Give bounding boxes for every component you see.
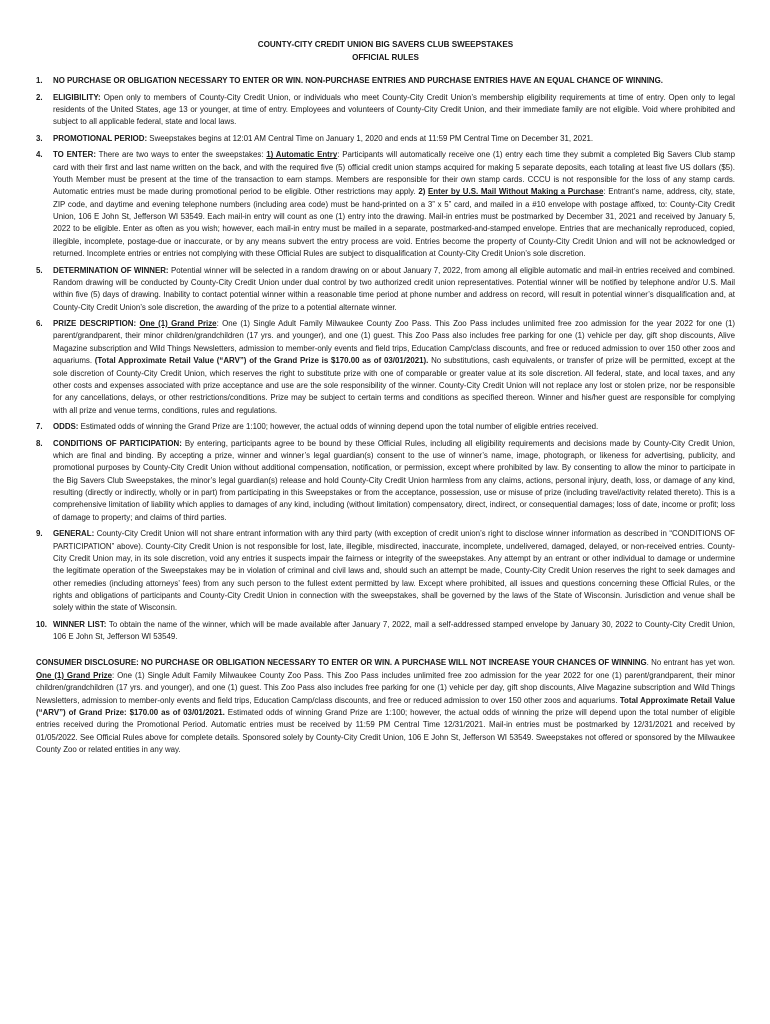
rule-text: Open only to members of County-City Credit Union, or individuals who meet County-City Credit Union’s membership eligibility requirements at time of entry. Open only to legal residents of the United States, age 13 or younger, at time of entry. Employees and volunteers of County-City Credit Union, and their immediate family are not eligible. Void where prohibited and subject to all applicable federal, state and local laws. [53, 92, 735, 127]
rule-heading: WINNER LIST: [53, 619, 107, 629]
rule-heading: ELIGIBILITY: [53, 92, 101, 102]
entry-method-prefix: 2) [418, 187, 429, 197]
rule-item [36, 318, 735, 417]
disclosure-text: . No entrant has yet won. [646, 658, 735, 668]
rule-text: No substitutions, cash equivalents, or transfer of prize will be permitted, except at the sole discretion of County-City Credit Union, which reserves the right to substitute prize with one of comparable or greater value at its sole discretion. All federal, state, and local taxes, and any other costs and expenses associated with prize acceptance and use are the sole responsibility of the winner. County-City Credit Union will not replace any lost or stolen prize, nor be responsible for any cancellations, delays, or other restrictions/conditions. Prize may be subject to certain terms and conditions as specified thereon. Winner and his/her guest are responsible for complying with all prize and venue terms, conditions, rules and regulations. [53, 356, 735, 415]
rule-number: 7. [36, 422, 43, 432]
rule-heading: CONDITIONS OF PARTICIPATION: [53, 438, 182, 448]
rule-text: : Entrant’s name, address, city, state, ZIP code, and daytime and evening telephone numbers (including area code) must be hand-printed on a 3” x 5” card, and mailed in a #10 envelope with postage affixed, to: County-City Credit Union, 106 E John St, Jefferson WI 53549. Each mail-in entry will count as one (1) entry into the drawing. Mail-in entries must be postmarked by December 31, 2021 and received by January 5, 2022 to be eligible. Enter as often as you wish; however, each mail-in entry must be mailed in a separate, postmarked-and-stamped envelope. Entries that are mechanically reproduced, copied, illegible, incomplete, postage-due or inaccurate, or by any means subvert the entry process are void. Entries become the property of County-City Credit Union and will not be acknowledged or returned. Incomplete entries or entries not complying with these Official Rules are subject to disqualification at County-City Credit Union’s sole discretion. [53, 187, 735, 259]
rule-text: NO PURCHASE OR OBLIGATION NECESSARY TO ENTER OR WIN. NON-PURCHASE ENTRIES AND PURCHASE ENTRIES HAVE AN EQUAL CHANCE OF WINNING. [53, 76, 663, 85]
rule-text: Estimated odds of winning the Grand Prize are 1:100; however, the actual odds of winning depend upon the total number of eligible entries received. [78, 422, 599, 432]
rule-number: 10. [36, 619, 47, 629]
rule-number: 9. [36, 529, 43, 539]
disclosure-text: : One (1) Single Adult Family Milwaukee County Zoo Pass. This Zoo Pass includes unlimited free zoo admission for the year 2022 for one (1) parent/grandparent, their minor children/grandchildren (17 yrs. and younger), and one (1) guest. This Zoo Pass also includes free parking for one (1) vehicle per day, gift shop discounts, Alive Magazine subscription and Wild Things Newsletters, admission to member-only events and field trips, Education Camp/class discounts, and free or reduced admission to over 150 other zoos and aquariums. [36, 670, 735, 705]
rule-number: 3. [36, 133, 43, 143]
rule-item [36, 421, 735, 433]
disclosure-text: Estimated odds of winning Grand Prize are 1:100; however, the actual odds of winning the prize will depend upon the total number of eligible entries received during the Promotional Period. Automatic entries must be received by 11:59 PM Central Time 12/31/2021. Mail-in entries must be postmarked by 12/31/2021 and received by 01/05/2022. See Official Rules above for complete details. Sponsored solely by County-City Credit Union, 106 E John St, Jefferson WI 53549. Sweepstakes not offered or sponsored by the Milwaukee County Zoo or related entities in any way. [36, 707, 735, 754]
rule-number: 6. [36, 319, 43, 329]
document-subtitle: OFFICIAL RULES [352, 53, 419, 62]
rule-number: 4. [36, 150, 43, 160]
grand-prize-label: One (1) Grand Prize [36, 670, 112, 680]
rule-item [36, 92, 735, 129]
consumer-disclosure [36, 657, 735, 756]
rule-item [36, 528, 735, 614]
entry-method-automatic: 1) Automatic Entry [266, 150, 338, 160]
rule-text: : One (1) Single Adult Family Milwaukee County Zoo Pass. This Zoo Pass includes unlimited free zoo admission for the year 2022 for one (1) parent/grandparent, their minor children/grandchildren (17 yrs. and younger), and one (1) guest. This Zoo Pass also includes free parking for one (1) vehicle per day, gift shop discounts, Alive Magazine subscription and Wild Things Newsletters, admission to member-only events and field trips, Education Camp/class discounts, and free or reduced admission to over 150 other zoos and aquariums. [53, 319, 735, 366]
rule-text: To obtain the name of the winner, which will be made available after January 7, 2022, mail a self-addressed stamped envelope by January 30, 2022 to County-City Credit Union, 106 E John St, Jefferson WI 53549. [53, 619, 735, 642]
rule-text: By entering, participants agree to be bound by these Official Rules, including all eligibility requirements and decisions made by County-City Credit Union, which are final and binding. By accepting a prize, winner and winner’s legal guardian(s) consent to the use of winner’s name, image, photograph, or likeness for advertising, publicity, and promotional purposes by County-City Credit Union without additional compensation, notification, or permission, except where prohibited by law. By consenting to allow the minor to participate in the Big Savers Club Sweepstakes, the minor’s legal guardian(s) release and hold County-City Credit Union harmless from any claims, actions, personal injury, death, loss, or damage of any kind, resulting (directly or indirectly, wholly or in part) from participating in this Sweepstakes or from the acceptance, possession, use or misuse of prize (including travel/activity related thereto). This is a comprehensive limitation of liability which applies to damages of any kind, including (without limitation) compensatory, direct, indirect, or consequential damages; loss of date, income or profit; loss of damage to property; and claims of third parties. [53, 438, 735, 522]
rule-number: 8. [36, 438, 43, 448]
document-header [36, 38, 735, 64]
rule-number: 5. [36, 265, 43, 275]
disclosure-heading: CONSUMER DISCLOSURE: NO PURCHASE OR OBLIGATION NECESSARY TO ENTER OR WIN. A PURCHASE WILL NOT INCREASE YOUR CHANCES OF WINNING [36, 658, 647, 668]
grand-prize-label: One (1) Grand Prize [139, 319, 217, 329]
rule-heading: GENERAL: [53, 529, 95, 539]
rule-text: Potential winner will be selected in a random drawing on or about January 7, 2022, from among all eligible automatic and mail-in entries received and combined. Random drawing will be conducted by County-City Credit Union under dual control by two authorized credit union representatives. Potential winner will be notified by telephone and/or U.S. Mail within five (5) days of drawing. Inability to contact potential winner within a reasonable time period at phone number and address on record, will result in potential winner’s disqualification and, at County-City Credit Union’s sole discretion, the awarding of the prize to a potential alternate winner. [53, 265, 735, 312]
rule-text: County-City Credit Union will not share entrant information with any third party (with exception of credit union’s right to disclose winner information as described in “CONDITIONS OF PARTICIPATION” above). County-City Credit Union is not responsible for lost, late, illegible, misdirected, inaccurate, incomplete, undelivered, damaged, delayed, or non-received entries. County-City Credit Union may, in its sole discretion, void any entries it suspects impair the fairness or integrity of the sweepstakes. Any attempt by an entrant or other individual to damage or undermine the legitimate operation of the Sweepstakes may be in violation of criminal and civil laws and, should such an attempt be made, County-City Credit Union reserves the right to seek damages and other remedies (including attorneys’ fees) from any such person to the fullest extent permitted by law. Except where prohibited, all issues and questions concerning these Official Rules, or the rights and obligations of participants and County-City Credit Union in connection with the sweepstakes, shall be governed by the laws of the State of Wisconsin. Jurisdiction and venue shall be solely within the state of Wisconsin. [53, 529, 735, 613]
rule-heading: DETERMINATION OF WINNER: [53, 265, 169, 275]
entry-method-mail: Enter by U.S. Mail Without Making a Purchase [428, 187, 604, 197]
rule-number: 1. [36, 76, 43, 85]
rules-list [36, 75, 735, 643]
arv-statement: (Total Approximate Retail Value (“ARV”) of the Grand Prize is $170.00 as of 03/01/2021). [94, 356, 429, 366]
rules-document [36, 38, 735, 756]
rule-item [36, 619, 735, 644]
rule-heading: ODDS: [53, 422, 79, 432]
rule-item [36, 149, 735, 260]
rule-text: Sweepstakes begins at 12:01 AM Central Time on January 1, 2020 and ends at 11:59 PM Central Time on December 31, 2021. [147, 133, 594, 143]
rule-heading: PROMOTIONAL PERIOD: [53, 133, 148, 143]
rule-item [36, 265, 735, 314]
rule-item [36, 133, 735, 145]
rule-item [36, 438, 735, 524]
rule-text: There are two ways to enter the sweepstakes: [95, 150, 267, 160]
rule-number: 2. [36, 92, 43, 102]
document-title: COUNTY-CITY CREDIT UNION BIG SAVERS CLUB SWEEPSTAKES [257, 40, 514, 49]
rule-text: : Participants will automatically receive one (1) entry each time they submit a completed Big Savers Club stamp card with their first and last name written on the back, and with the required five (5) official credit union stamps acquired for making 5 separate deposits, each totaling at least five US dollars ($5). Youth Member must be present at the time of the transaction to earn stamps. Members are responsible for their own stamp cards. CCCU is not responsible for the loss of any stamp cards. Automatic entries must be made during promotional period to be eligible. Other restrictions may apply. [53, 150, 736, 197]
arv-statement: Total Approximate Retail Value (“ARV”) of Grand Prize: $170.00 as of 03/01/2021. [36, 695, 735, 717]
rule-item [36, 75, 735, 87]
rule-heading: PRIZE DESCRIPTION: [53, 319, 137, 329]
rule-heading: TO ENTER: [53, 150, 96, 160]
